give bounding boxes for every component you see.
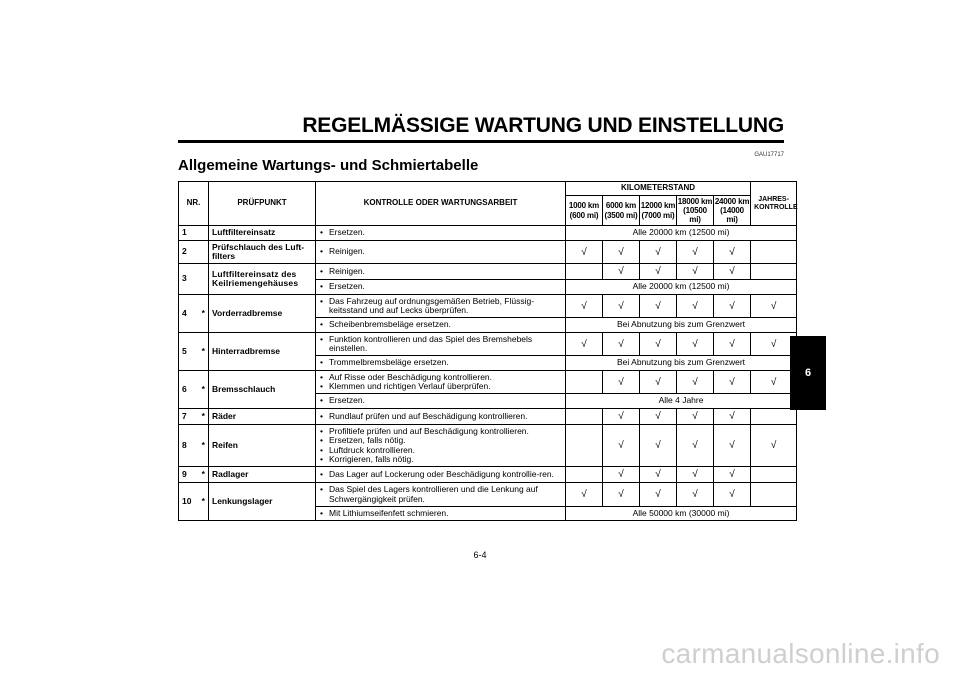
interval-note: Bei Abnutzung bis zum Grenzwert bbox=[566, 356, 797, 370]
check-item-name: Prüfschlauch des Luft-filters bbox=[209, 240, 316, 264]
row-number: 3 bbox=[179, 264, 199, 294]
check-item-name: Bremsschlauch bbox=[209, 370, 316, 408]
task-description bbox=[316, 408, 566, 424]
km-column-header bbox=[603, 195, 640, 226]
table-row bbox=[179, 467, 797, 483]
task-description bbox=[316, 280, 566, 294]
task-description bbox=[316, 467, 566, 483]
dealer-service-mark: * bbox=[199, 424, 209, 466]
mi-value: (3500 mi) bbox=[604, 210, 638, 220]
check-mark: √ bbox=[714, 240, 751, 264]
table-row bbox=[179, 483, 797, 507]
check-mark: √ bbox=[677, 240, 714, 264]
check-mark: √ bbox=[677, 408, 714, 424]
check-mark: √ bbox=[751, 370, 797, 394]
interval-note: Alle 20000 km (12500 mi) bbox=[566, 280, 797, 294]
table-row bbox=[179, 408, 797, 424]
task-description bbox=[316, 226, 566, 240]
dealer-service-mark bbox=[199, 264, 209, 294]
km-column-header bbox=[677, 195, 714, 226]
check-mark: √ bbox=[603, 408, 640, 424]
check-mark: √ bbox=[751, 294, 797, 318]
task-description bbox=[316, 394, 566, 408]
task-line: • Ersetzen. bbox=[329, 228, 562, 237]
check-mark: √ bbox=[603, 424, 640, 466]
table-row bbox=[179, 240, 797, 264]
check-mark: √ bbox=[714, 424, 751, 466]
km-column-header bbox=[714, 195, 751, 226]
check-mark: √ bbox=[714, 332, 751, 356]
table-row bbox=[179, 226, 797, 240]
check-mark: √ bbox=[677, 332, 714, 356]
check-mark: √ bbox=[566, 332, 603, 356]
check-mark: √ bbox=[640, 408, 677, 424]
dealer-service-mark bbox=[199, 240, 209, 264]
task-line: • Auf Risse oder Beschädigung kontrollieren. bbox=[329, 373, 562, 382]
task-line: • Luftdruck kontrollieren. bbox=[329, 446, 562, 455]
check-mark: √ bbox=[640, 467, 677, 483]
task-line: • Reinigen. bbox=[329, 247, 562, 256]
task-line: • Funktion kontrollieren und das Spiel des Bremshebels einstellen. bbox=[329, 335, 562, 354]
check-mark: √ bbox=[566, 294, 603, 318]
header-rule bbox=[178, 140, 784, 143]
interval-note: Alle 50000 km (30000 mi) bbox=[566, 506, 797, 520]
check-mark: √ bbox=[677, 370, 714, 394]
task-line: • Ersetzen. bbox=[329, 282, 562, 291]
check-mark: √ bbox=[603, 264, 640, 280]
check-mark: √ bbox=[603, 332, 640, 356]
check-mark: √ bbox=[603, 483, 640, 507]
table-row bbox=[179, 332, 797, 356]
maintenance-table-body bbox=[179, 226, 797, 521]
check-mark: √ bbox=[677, 294, 714, 318]
task-line: • Trommelbremsbeläge ersetzen. bbox=[329, 358, 562, 367]
task-line: • Reinigen. bbox=[329, 267, 562, 276]
row-number: 2 bbox=[179, 240, 199, 264]
row-number: 10 bbox=[179, 483, 199, 521]
task-description bbox=[316, 356, 566, 370]
task-line: • Das Lager auf Lockerung oder Beschädigung kontrollie-ren. bbox=[329, 470, 562, 479]
check-mark: √ bbox=[714, 370, 751, 394]
task-description bbox=[316, 332, 566, 356]
mi-value: (14000 mi) bbox=[720, 205, 744, 225]
maintenance-table bbox=[178, 181, 797, 521]
table-row bbox=[179, 370, 797, 394]
check-item-name: Reifen bbox=[209, 424, 316, 466]
dealer-service-mark: * bbox=[199, 467, 209, 483]
check-mark: √ bbox=[603, 240, 640, 264]
task-line: • Scheibenbremsbeläge ersetzen. bbox=[329, 320, 562, 329]
check-mark: √ bbox=[714, 294, 751, 318]
check-item-name: Luftfiltereinsatz bbox=[209, 226, 316, 240]
empty-cell bbox=[751, 240, 797, 264]
row-number: 7 bbox=[179, 408, 199, 424]
task-description bbox=[316, 424, 566, 466]
empty-cell bbox=[566, 424, 603, 466]
mi-value: (10500 mi) bbox=[683, 205, 707, 225]
dealer-service-mark: * bbox=[199, 294, 209, 332]
check-mark: √ bbox=[714, 264, 751, 280]
empty-cell bbox=[566, 408, 603, 424]
check-mark: √ bbox=[677, 264, 714, 280]
check-item-name: Vorderradbremse bbox=[209, 294, 316, 332]
task-line: • Mit Lithiumseifenfett schmieren. bbox=[329, 509, 562, 518]
section-title: Allgemeine Wartungs- und Schmiertabelle bbox=[178, 157, 479, 174]
row-number: 6 bbox=[179, 370, 199, 408]
task-description bbox=[316, 506, 566, 520]
row-number: 8 bbox=[179, 424, 199, 466]
task-line: • Korrigieren, falls nötig. bbox=[329, 455, 562, 464]
check-mark: √ bbox=[566, 483, 603, 507]
empty-cell bbox=[566, 467, 603, 483]
header-task: KONTROLLE ODER WARTUNGSARBEIT bbox=[316, 182, 566, 226]
header-item: PRÜFPUNKT bbox=[209, 182, 316, 226]
check-item-name: Lenkungslager bbox=[209, 483, 316, 521]
check-mark: √ bbox=[714, 408, 751, 424]
check-mark: √ bbox=[677, 467, 714, 483]
km-value: 24000 km bbox=[714, 196, 750, 206]
row-number: 5 bbox=[179, 332, 199, 370]
check-mark: √ bbox=[677, 483, 714, 507]
check-mark: √ bbox=[751, 332, 797, 356]
empty-cell bbox=[751, 408, 797, 424]
table-row bbox=[179, 294, 797, 318]
empty-cell bbox=[566, 370, 603, 394]
check-mark: √ bbox=[640, 483, 677, 507]
empty-cell bbox=[751, 483, 797, 507]
header-nr: NR. bbox=[179, 182, 209, 226]
row-number: 4 bbox=[179, 294, 199, 332]
task-description bbox=[316, 318, 566, 332]
task-line: • Ersetzen. bbox=[329, 396, 562, 405]
interval-note: Alle 4 Jahre bbox=[566, 394, 797, 408]
km-column-header bbox=[640, 195, 677, 226]
table-row bbox=[179, 264, 797, 280]
check-mark: √ bbox=[714, 467, 751, 483]
mi-value: (600 mi) bbox=[569, 210, 599, 220]
task-description bbox=[316, 370, 566, 394]
task-line: • Profiltiefe prüfen und auf Beschädigung kontrollieren. bbox=[329, 427, 562, 436]
check-mark: √ bbox=[603, 370, 640, 394]
page-header-title: REGELMÄSSIGE WARTUNG UND EINSTELLUNG bbox=[302, 114, 784, 137]
document-code: GAU17717 bbox=[754, 152, 784, 158]
check-mark: √ bbox=[640, 240, 677, 264]
check-mark: √ bbox=[751, 424, 797, 466]
dealer-service-mark: * bbox=[199, 332, 209, 370]
task-description bbox=[316, 264, 566, 280]
check-mark: √ bbox=[640, 424, 677, 466]
check-item-name: Radlager bbox=[209, 467, 316, 483]
km-value: 6000 km bbox=[605, 201, 637, 211]
row-number: 9 bbox=[179, 467, 199, 483]
task-line: • Das Spiel des Lagers kontrollieren und die Lenkung auf Schwergängigkeit prüfen. bbox=[329, 485, 562, 504]
interval-note: Bei Abnutzung bis zum Grenzwert bbox=[566, 318, 797, 332]
table-row bbox=[179, 424, 797, 466]
km-value: 1000 km bbox=[568, 201, 600, 211]
empty-cell bbox=[566, 264, 603, 280]
watermark: carmanualsonline.info bbox=[661, 638, 940, 669]
task-line: • Ersetzen, falls nötig. bbox=[329, 436, 562, 445]
check-mark: √ bbox=[603, 294, 640, 318]
task-line: • Das Fahrzeug auf ordnungsgemäßen Betrieb, Flüssig-keitsstand und auf Lecks überprüfen. bbox=[329, 297, 562, 316]
task-line: • Klemmen und richtigen Verlauf überprüfen. bbox=[329, 382, 562, 391]
check-mark: √ bbox=[640, 370, 677, 394]
check-item-name: Luftfiltereinsatz des Keilriemengehäuses bbox=[209, 264, 316, 294]
check-mark: √ bbox=[566, 240, 603, 264]
interval-note: Alle 20000 km (12500 mi) bbox=[566, 226, 797, 240]
km-value: 18000 km bbox=[677, 196, 713, 206]
km-column-header bbox=[566, 195, 603, 226]
task-description bbox=[316, 240, 566, 264]
check-mark: √ bbox=[603, 467, 640, 483]
check-item-name: Räder bbox=[209, 408, 316, 424]
task-description bbox=[316, 294, 566, 318]
page-number: 6-4 bbox=[473, 550, 487, 560]
header-odometer: KILOMETERSTAND bbox=[566, 182, 751, 196]
dealer-service-mark: * bbox=[199, 408, 209, 424]
check-mark: √ bbox=[677, 424, 714, 466]
check-mark: √ bbox=[714, 483, 751, 507]
mi-value: (7000 mi) bbox=[641, 210, 675, 220]
row-number: 1 bbox=[179, 226, 199, 240]
empty-cell bbox=[751, 264, 797, 280]
dealer-service-mark: * bbox=[199, 483, 209, 521]
check-mark: √ bbox=[640, 294, 677, 318]
empty-cell bbox=[751, 467, 797, 483]
check-mark: √ bbox=[640, 332, 677, 356]
chapter-tab[interactable]: 6 bbox=[790, 336, 826, 410]
km-value: 12000 km bbox=[640, 201, 676, 211]
header-annual: JAHRES-KONTROLLE bbox=[751, 182, 797, 226]
check-mark: √ bbox=[640, 264, 677, 280]
task-description bbox=[316, 483, 566, 507]
dealer-service-mark: * bbox=[199, 370, 209, 408]
dealer-service-mark bbox=[199, 226, 209, 240]
task-line: • Rundlauf prüfen und auf Beschädigung kontrollieren. bbox=[329, 412, 562, 421]
check-item-name: Hinterradbremse bbox=[209, 332, 316, 370]
